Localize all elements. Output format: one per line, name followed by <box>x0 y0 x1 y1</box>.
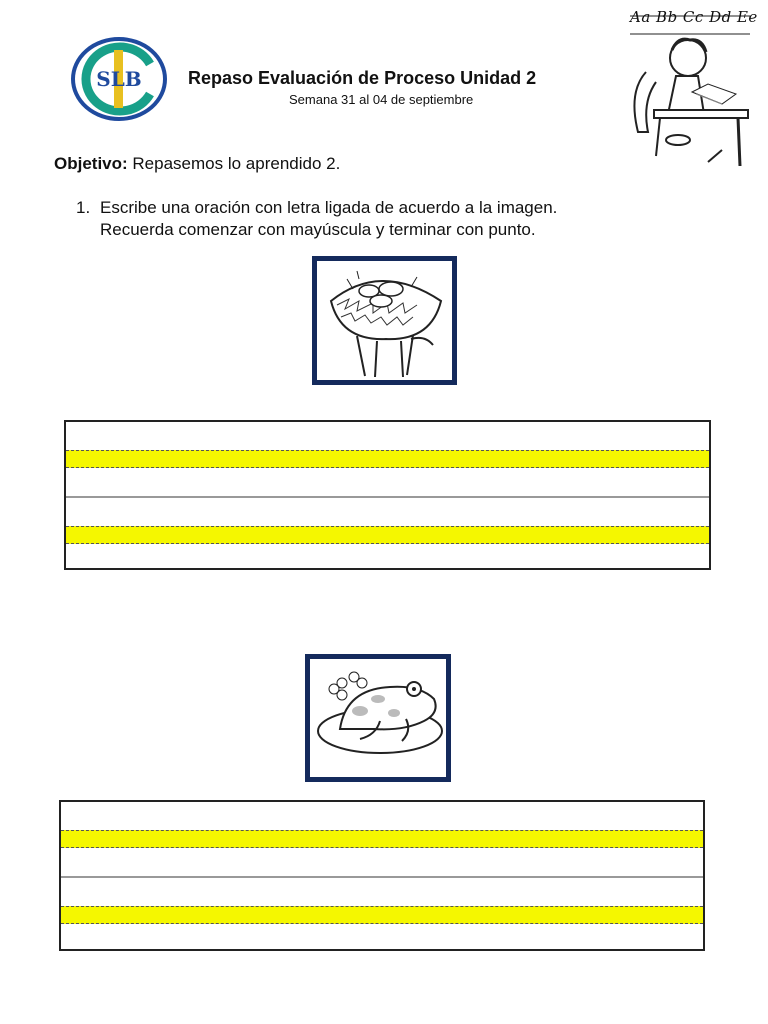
guide-band <box>66 526 709 544</box>
objective-text: Repasemos lo aprendido 2. <box>132 154 341 173</box>
logo-letters: SLB <box>96 67 142 91</box>
frog-on-lily-pad-icon <box>310 659 446 777</box>
school-crest-icon <box>70 36 168 122</box>
page-subtitle: Semana 31 al 04 de septiembre <box>289 92 474 107</box>
child-writing-icon <box>626 6 754 168</box>
child-writing-illustration <box>626 6 754 168</box>
writing-row[interactable] <box>66 496 709 573</box>
guide-band <box>66 450 709 468</box>
alphabet-strip: Aa Bb Cc Dd Ee <box>630 8 758 26</box>
guide-band <box>61 906 703 924</box>
exercise-1-image <box>312 256 457 385</box>
writing-row[interactable] <box>61 876 703 953</box>
objective-label: Objetivo: <box>54 154 128 173</box>
guide-band <box>61 830 703 848</box>
school-logo <box>70 36 168 122</box>
page-title: Repaso Evaluación de Proceso Unidad 2 <box>188 68 537 88</box>
objective <box>54 154 340 174</box>
instruction-line-2: Recuerda comenzar con mayúscula y terminar con punto. <box>100 220 536 239</box>
instruction-line-1: Escribe una oración con letra ligada de acuerdo a la imagen. <box>100 198 558 217</box>
exercise-2-image <box>305 654 451 782</box>
instruction-number: 1. <box>76 198 91 217</box>
writing-lines-1[interactable] <box>64 420 711 570</box>
bird-nest-icon <box>317 261 452 380</box>
writing-row[interactable] <box>66 422 709 497</box>
writing-row[interactable] <box>61 802 703 877</box>
writing-lines-2[interactable] <box>59 800 705 951</box>
